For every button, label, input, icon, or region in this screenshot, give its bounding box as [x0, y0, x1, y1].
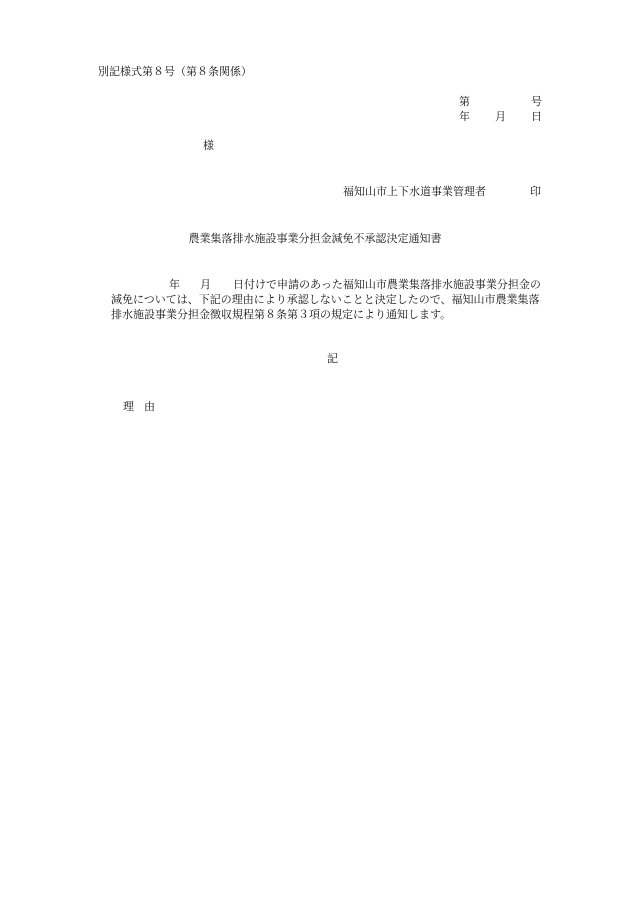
body-line-2: 減免については、下記の理由により承認しないことと決定したので、福知山市農業集落 — [111, 293, 540, 306]
date-year: 年 — [459, 110, 470, 123]
date-month: 月 — [495, 110, 506, 123]
body-line-1-text: 日付けで申請のあった福知山市農業集落排水施設事業分担金の — [233, 278, 541, 291]
number-suffix: 号 — [531, 95, 542, 108]
seal-mark: 印 — [530, 185, 541, 198]
sender-name: 福知山市上下水道事業管理者 — [343, 185, 486, 198]
body-year: 年 — [169, 278, 180, 291]
reason-label: 理由 — [123, 400, 165, 413]
date-day: 日 — [531, 110, 542, 123]
form-label: 別記様式第８号（第８条関係） — [98, 65, 252, 78]
body-line-1 — [111, 277, 551, 292]
body-month: 月 — [200, 278, 211, 291]
notice-body — [111, 277, 551, 322]
document-title: 農業集落排水施設事業分担金減免不承認決定通知書 — [188, 232, 442, 245]
body-line-3: 排水施設事業分担金徴収規程第８条第３項の規定により通知します。 — [111, 308, 452, 321]
ki-heading: 記 — [327, 352, 338, 365]
addressee-honorific: 様 — [203, 139, 214, 152]
number-prefix: 第 — [459, 95, 470, 108]
